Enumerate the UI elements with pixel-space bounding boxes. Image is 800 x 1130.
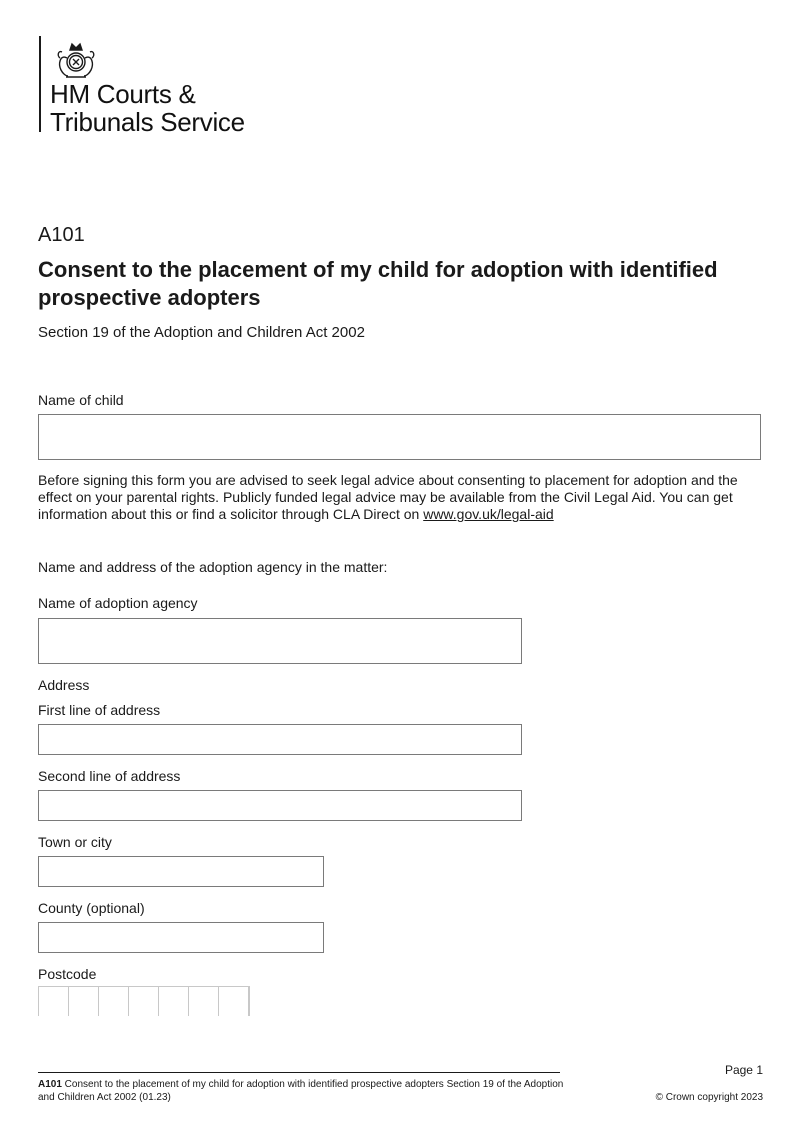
agency-section-heading: Name and address of the adoption agency in the matter: — [38, 559, 388, 575]
footer-form-description: Consent to the placement of my child for adoption with identified prospective adopters Section 19 of the Adoption and Children Act 2002 (01.23) — [38, 1079, 564, 1103]
postcode-char-1[interactable] — [38, 986, 68, 1016]
legal-aid-link[interactable]: www.gov.uk/legal-aid — [423, 506, 554, 522]
form-code: A101 — [38, 224, 85, 246]
legal-advice-text — [38, 472, 763, 523]
form-subtitle: Section 19 of the Adoption and Children Act 2002 — [38, 324, 365, 341]
footer-form-code: A101 — [38, 1079, 62, 1090]
copyright-notice: © Crown copyright 2023 — [655, 1092, 763, 1103]
county-field[interactable] — [38, 922, 324, 953]
page-title: Consent to the placement of my child for adoption with identified prospective adopters — [38, 257, 718, 310]
address-line2-label: Second line of address — [38, 768, 181, 784]
child-name-field[interactable] — [38, 414, 761, 460]
address-line2-field[interactable] — [38, 790, 522, 821]
agency-name-field[interactable] — [38, 618, 522, 664]
address-heading: Address — [38, 677, 90, 693]
postcode-char-3[interactable] — [98, 986, 128, 1016]
town-label: Town or city — [38, 834, 112, 850]
agency-name-label: Name of adoption agency — [38, 595, 198, 611]
town-field[interactable] — [38, 856, 324, 887]
address-line1-label: First line of address — [38, 702, 161, 718]
org-name-line1: HM Courts & — [50, 79, 196, 109]
county-label: County (optional) — [38, 900, 145, 916]
postcode-char-6[interactable] — [188, 986, 218, 1016]
logo-divider — [39, 36, 41, 132]
address-line1-field[interactable] — [38, 724, 522, 755]
footer-divider — [38, 1072, 560, 1073]
child-name-label: Name of child — [38, 392, 124, 408]
org-name-line2: Tribunals Service — [50, 107, 245, 137]
page-number: Page 1 — [724, 1063, 763, 1077]
postcode-field — [38, 986, 250, 1016]
postcode-label: Postcode — [38, 966, 97, 982]
postcode-char-2[interactable] — [68, 986, 98, 1016]
postcode-char-7[interactable] — [218, 986, 248, 1016]
royal-crest-icon — [50, 36, 102, 80]
postcode-char-5[interactable] — [158, 986, 188, 1016]
postcode-char-8[interactable] — [248, 986, 250, 1016]
footer-form-reference — [38, 1078, 568, 1104]
postcode-char-4[interactable] — [128, 986, 158, 1016]
legal-advice-body: Before signing this form you are advised to seek legal advice about consenting to placement for adoption and the effect on your parental rights. Publicly funded legal advice may be available from the Civil Legal Aid. You can get information about this or find a solicitor through CLA Direct on — [38, 472, 738, 522]
